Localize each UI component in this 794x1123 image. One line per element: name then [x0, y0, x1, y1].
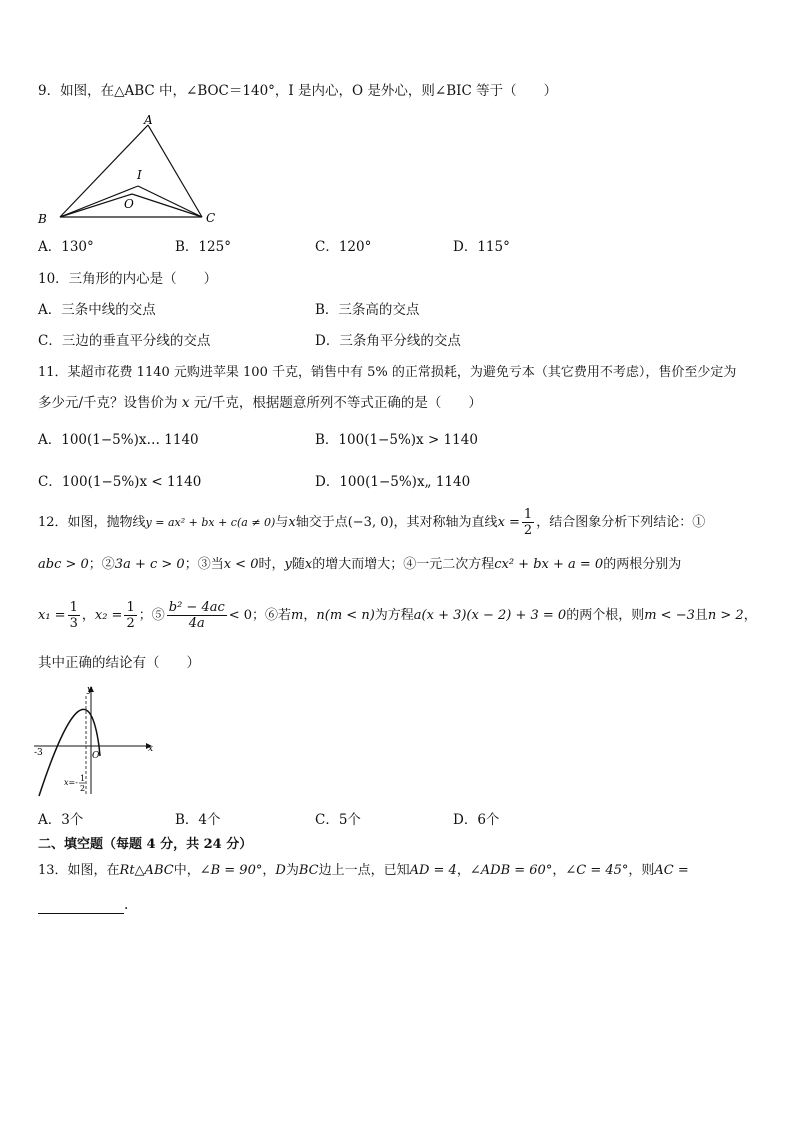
- q12-math: y: [284, 557, 292, 572]
- q12-math: 3a + c > 0: [114, 557, 185, 572]
- graph-label-axis-den: 2: [80, 784, 86, 793]
- q13-text: 边上一点，已知: [318, 863, 410, 878]
- q12-parabola-eq: y = ax² + bx + c(a ≠ 0): [145, 516, 276, 529]
- q11-option-a: A．100(1−5%)x… 1140: [38, 432, 199, 448]
- q13-text: 为: [285, 863, 299, 878]
- q12-half2-fraction: $\frac{1}{2}$: [126, 600, 135, 631]
- q12-option-a: A．3个: [38, 812, 84, 828]
- q12-line4: 其中正确的结论有（ ）: [38, 655, 200, 671]
- q12-text: ；③当: [184, 557, 224, 572]
- q9-option-c: C．120°: [315, 239, 372, 255]
- q13-end: .: [124, 897, 129, 913]
- q12-text: 随: [291, 557, 305, 572]
- q12-half-fraction: $\frac{1}{2}$: [523, 507, 533, 538]
- q13-math: ∠C = 45°: [565, 863, 629, 878]
- q13-math: AC =: [654, 863, 689, 878]
- graph-label-y: y: [87, 685, 93, 695]
- q12-math: abc > 0: [38, 557, 89, 572]
- q13-math: AD = 4: [409, 863, 457, 878]
- q11-option-d: D．100(1−5%)x„ 1140: [315, 474, 471, 490]
- q13-stem: [38, 862, 689, 880]
- q11-text-b: 元/千克，根据题意所列不等式正确的是（ ）: [193, 395, 482, 411]
- q10-option-a: A．三条中线的交点: [38, 302, 156, 318]
- q13-answer-line: [38, 896, 128, 914]
- q12-text: 的两个根，则: [566, 608, 645, 623]
- q13-math: ∠ADB = 60°: [469, 863, 553, 878]
- q12-math: a(x + 3)(x − 2) + 3 = 0: [413, 608, 567, 623]
- label-A: A: [144, 113, 153, 127]
- q12-text: 轴交于点: [295, 515, 348, 530]
- q12-math: x: [304, 557, 313, 572]
- graph-label-x: x: [148, 744, 154, 754]
- section-2-title: 二、填空题（每题 4 分，共 24 分）: [38, 837, 253, 852]
- q12-disc-fraction: $\frac{\text{b² − 4ac}}{4a}$: [168, 600, 225, 631]
- q12-text: < 0；⑥若: [228, 608, 292, 623]
- q12-text: ；⑤: [138, 608, 165, 623]
- q12-var: x: [288, 515, 296, 530]
- q9-option-d: D．115°: [453, 239, 510, 255]
- q12-text: 时，: [258, 557, 285, 572]
- q12-text: 与: [275, 515, 289, 530]
- q10-option-d: D．三条角平分线的交点: [315, 333, 461, 349]
- q11-var-x: x: [181, 395, 190, 411]
- q12-option-d: D．6个: [453, 812, 500, 828]
- q12-text: ；②: [88, 557, 115, 572]
- q9-triangle-figure: [34, 113, 224, 228]
- q13-text: ，则: [628, 863, 655, 878]
- graph-label-neg3: -3: [34, 748, 43, 758]
- q13-answer-blank[interactable]: [38, 899, 124, 914]
- q13-text: ，: [552, 863, 566, 878]
- q12-text: 的增大而增大；④一元二次方程: [312, 557, 495, 572]
- q10-stem: 10．三角形的内心是（ ）: [38, 271, 218, 287]
- q12-text: ，其对称轴为直线: [393, 515, 498, 530]
- q12-line2: [38, 556, 681, 574]
- q11-stem-line1: 11．某超市花费 1140 元购进苹果 100 千克，销售中有 5% 的正常损耗，为避免亏本（其它费用不考虑），售价至少定为: [38, 365, 737, 380]
- q12-text: 的两根分别为: [603, 557, 682, 572]
- q11-option-c: C．100(1−5%)x < 1140: [38, 474, 202, 490]
- q12-math: cx² + bx + a = 0: [494, 557, 604, 572]
- q13-math: BC: [298, 863, 319, 878]
- q12-text: 为方程: [374, 608, 414, 623]
- graph-label-origin: O: [92, 751, 100, 761]
- q12-math: n(m < n): [316, 608, 375, 623]
- q12-math: x₁ =: [38, 608, 66, 623]
- q11-option-b: B．100(1−5%)x > 1140: [315, 432, 478, 448]
- q11-text-a: 多少元/千克？设售价为: [38, 395, 178, 411]
- q12-text: ，结合图象分析下列结论：①: [536, 515, 706, 530]
- graph-label-axis-num: 1: [80, 774, 86, 783]
- q9-option-a: A．130°: [38, 239, 94, 255]
- q12-option-b: B．4个: [175, 812, 221, 828]
- q12-line1: [38, 506, 705, 540]
- q12-axis: x =: [497, 515, 520, 530]
- q12-text: ，: [303, 608, 317, 623]
- q13-text: 中，: [173, 863, 200, 878]
- q12-text: 且: [694, 608, 708, 623]
- q12-text: ，: [81, 608, 95, 623]
- q12-math: m < −3: [644, 608, 695, 623]
- graph-label-axis: x=-: [64, 778, 78, 787]
- q12-math: n > 2: [707, 608, 744, 623]
- q12-math: m: [291, 608, 304, 623]
- label-I: I: [137, 168, 142, 182]
- q12-option-c: C．5个: [315, 812, 361, 828]
- q13-text: 13．如图，在: [38, 863, 120, 878]
- q9-stem: 9．如图，在△ABC 中，∠BOC＝140°，I 是内心，O 是外心，则∠BIC 等于（ ）: [38, 83, 558, 99]
- q12-third-fraction: $\frac{1}{3}$: [69, 600, 78, 631]
- q12-math: x < 0: [223, 557, 259, 572]
- q10-option-b: B．三条高的交点: [315, 302, 420, 318]
- q12-point: (−3, 0): [347, 515, 394, 530]
- label-B: B: [38, 212, 47, 226]
- q12-parabola-graph: [34, 684, 159, 799]
- q13-math: ∠B = 90°: [199, 863, 263, 878]
- q13-text: ，: [456, 863, 470, 878]
- q13-text: ，: [262, 863, 276, 878]
- q10-option-c: C．三边的垂直平分线的交点: [38, 333, 211, 349]
- label-C: C: [206, 211, 216, 225]
- q11-stem-line2: [38, 394, 482, 412]
- q12-text: ，: [743, 608, 757, 623]
- q12-line3: [38, 596, 757, 636]
- q12-text: 12．如图，抛物线: [38, 515, 146, 530]
- q13-math: D: [275, 863, 286, 878]
- q9-option-b: B．125°: [175, 239, 231, 255]
- q12-math: x₂ =: [94, 608, 123, 623]
- label-O: O: [124, 197, 134, 211]
- q13-math: Rt△ABC: [119, 863, 174, 878]
